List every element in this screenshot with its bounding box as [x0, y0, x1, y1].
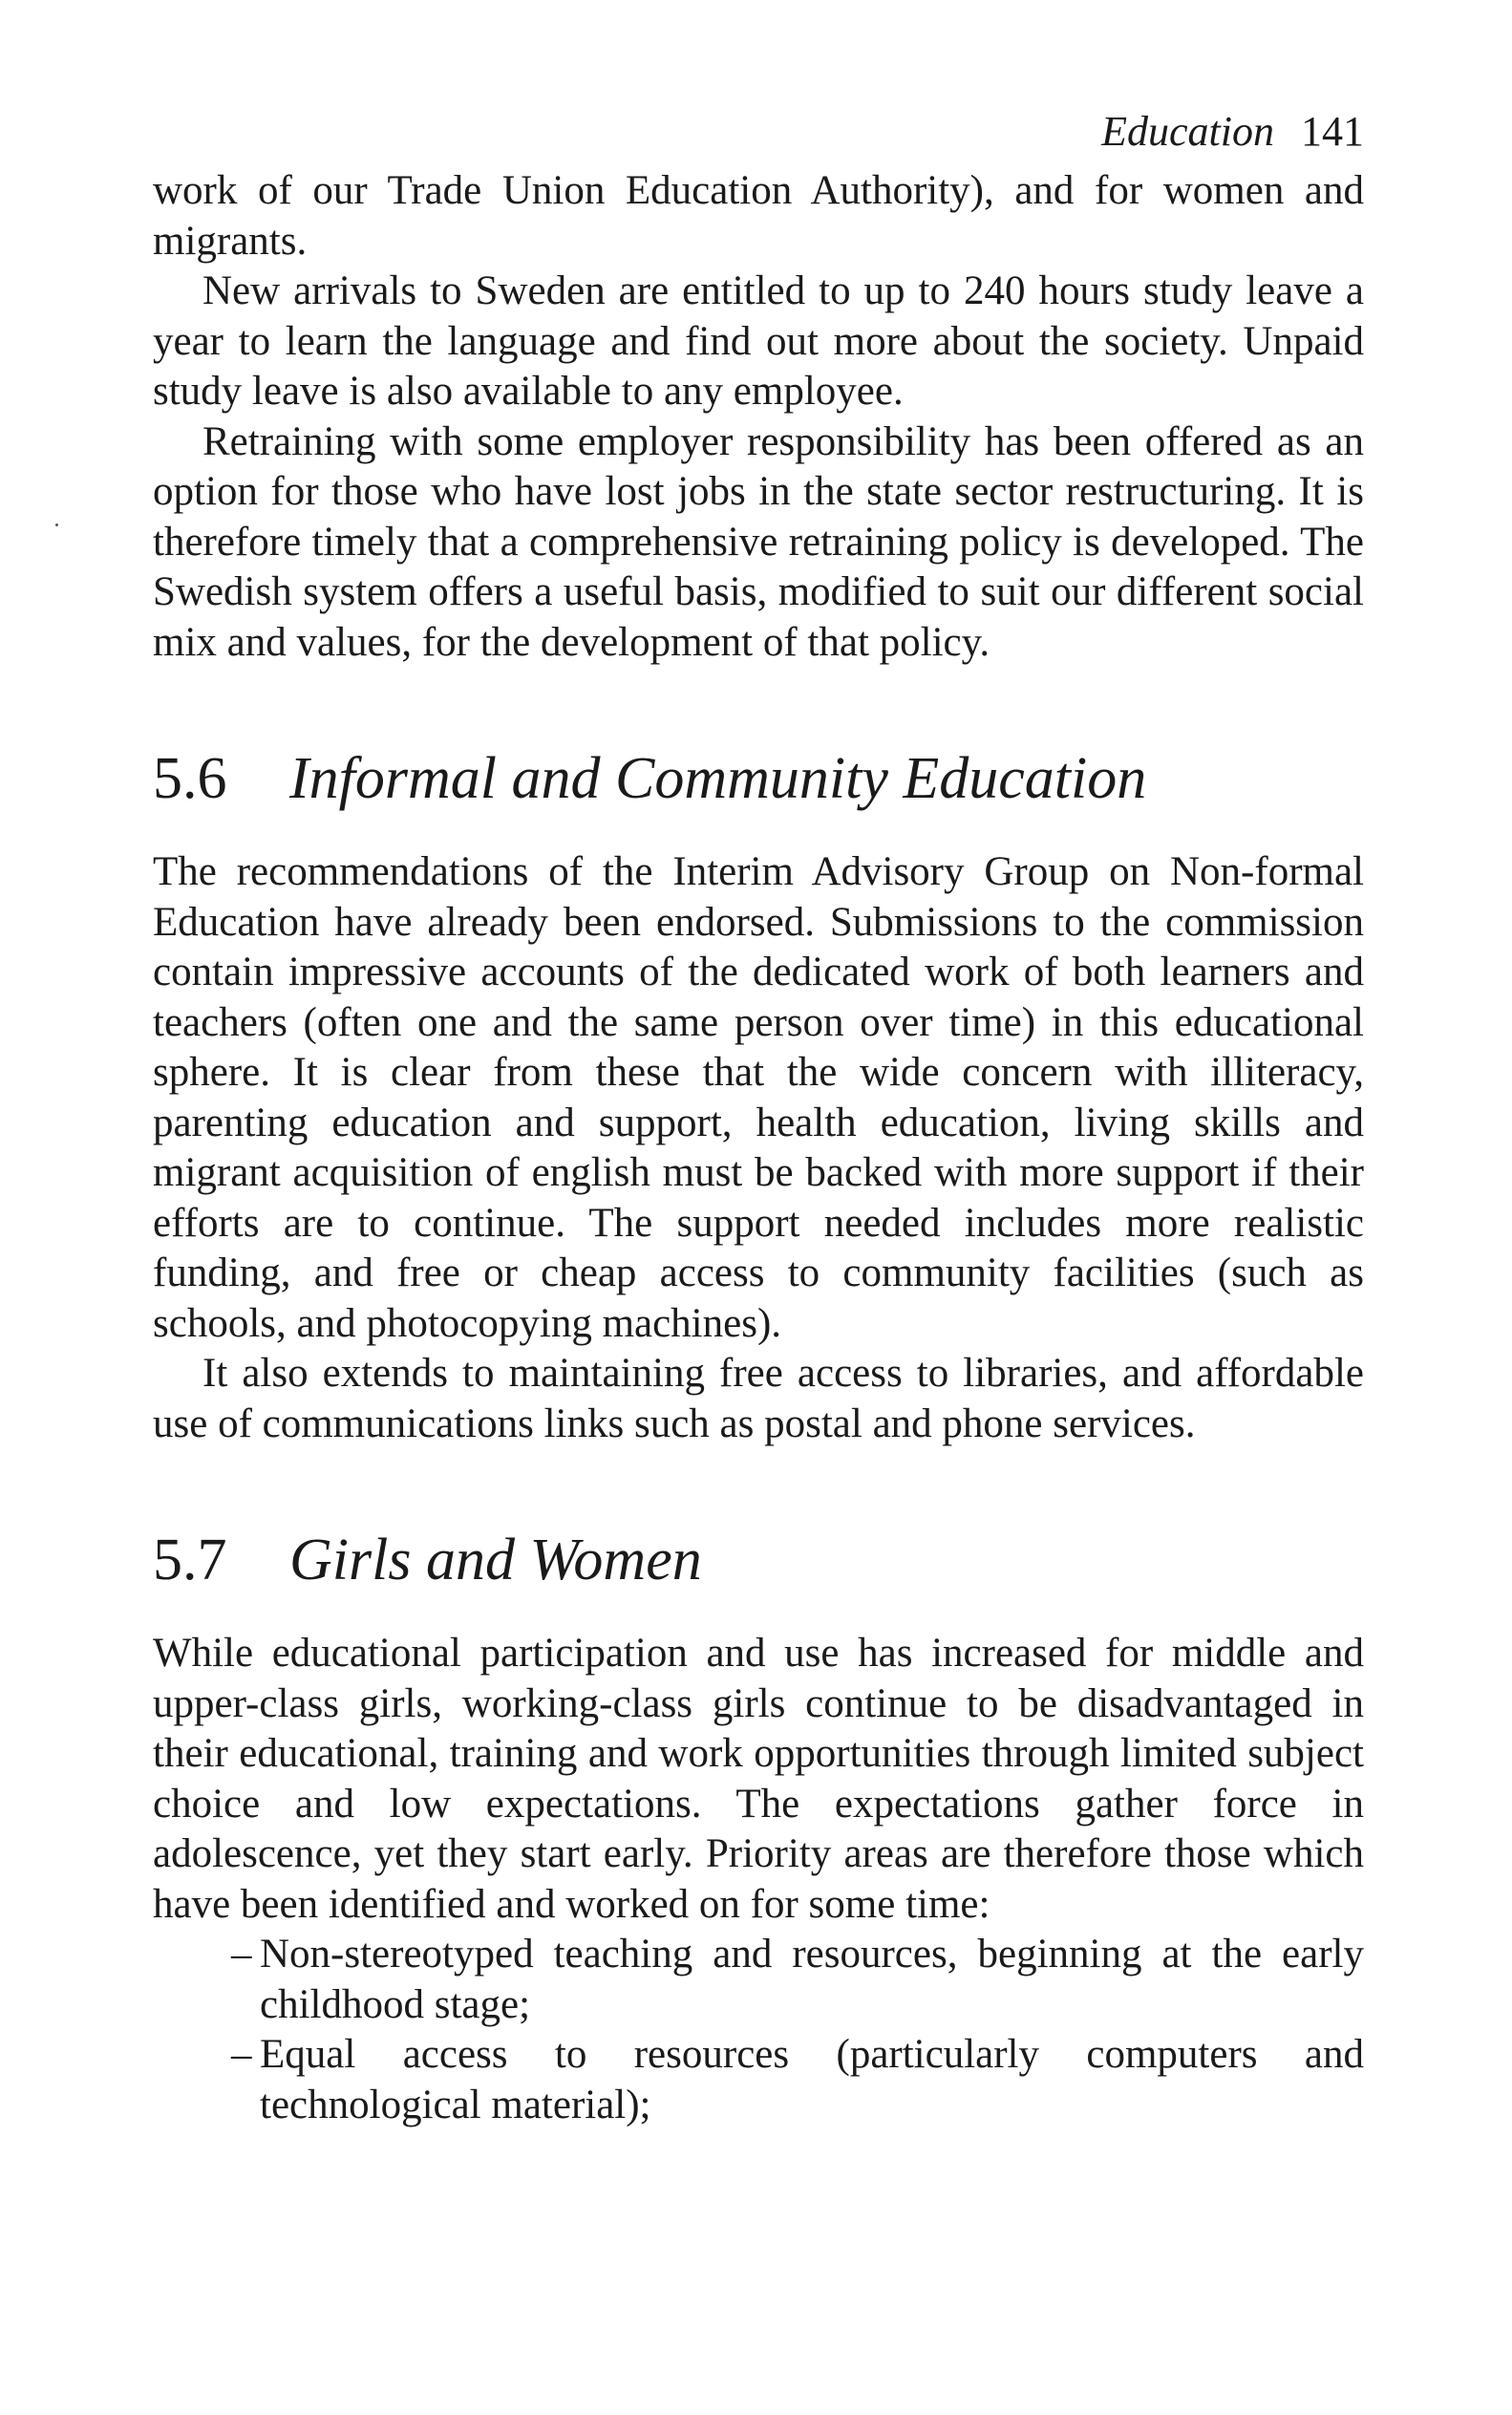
list-dash: –: [231, 1932, 252, 1977]
list-item-text: Non-stereotyped teaching and resources, beginning at the early childhood stage;: [260, 1932, 1364, 2027]
scan-speck: [55, 524, 58, 526]
paragraph-informal-education: The recommendations of the Interim Advisory Group on Non-formal Education have already been endorsed. Submissions to the commission contain impressive accounts of the dedicated work of both learners and teachers (often one and the same person over time) in this educational sphere. It is clear from these that the wide concern with illiteracy, parenting education and support, health education, living skills and migrant acquisition of english must be backed with more support if their efforts are to continue. The support needed includes more realistic funding, and free or cheap access to community facilities (such as schools, and photocopying machines).: [153, 849, 1364, 1346]
paragraph-study-leave: New arrivals to Sweden are entitled to up to 240 hours study leave a year to learn the language and find out more about the society. Unpaid study leave is also available to any employee.: [153, 268, 1364, 414]
priority-list: [153, 1930, 1364, 2130]
section-number: 5.7: [153, 1528, 227, 1592]
list-item: [231, 1930, 1364, 2030]
paragraph-girls-women: While educational participation and use has increased for middle and upper-class girls, working-class girls continue to be disadvantaged in their educational, training and work opportunities through limited subject choice and low expectations. The expectations gather force in adolescence, yet they start early. Priority areas are therefore those which have been identified and worked on for some time:: [153, 1631, 1364, 1927]
section-heading-5-6: [153, 742, 1364, 815]
page-number: 141: [1301, 108, 1364, 155]
paragraph-retraining: Retraining with some employer responsibility has been offered as an option for those who have lost jobs in the state sector restructuring. It is therefore timely that a comprehensive retraining policy is developed. The Swedish system offers a useful basis, modified to suit our different social mix and values, for the development of that policy.: [153, 418, 1364, 665]
paragraph-free-access: It also extends to maintaining free access to libraries, and affordable use of communications links such as postal and phone services.: [153, 1351, 1364, 1446]
section-title: Informal and Community Education: [289, 746, 1147, 811]
list-item-text: Equal access to resources (particularly computers and technological material);: [260, 2032, 1364, 2127]
running-head: [153, 105, 1364, 159]
list-item: [231, 2030, 1364, 2130]
list-dash: –: [231, 2032, 252, 2077]
section-title: Girls and Women: [289, 1528, 702, 1592]
running-head-title: Education: [1101, 108, 1274, 155]
section-heading-5-7: [153, 1524, 1364, 1596]
paragraph-continued: work of our Trade Union Education Authority), and for women and migrants.: [153, 168, 1364, 264]
section-number: 5.6: [153, 746, 227, 811]
book-page: [153, 105, 1364, 2130]
